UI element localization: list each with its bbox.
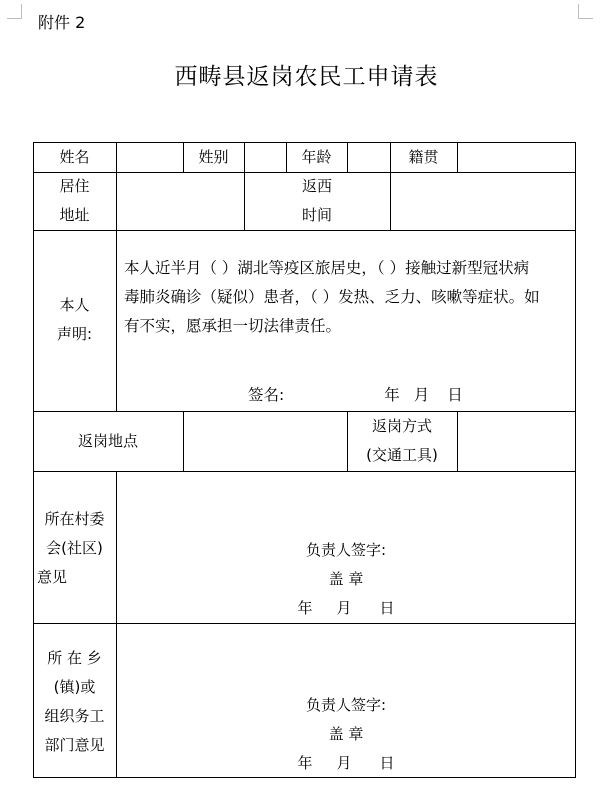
name-label: 姓名	[59, 147, 90, 166]
declaration-label: 本人 声明:	[56, 296, 93, 343]
residence-label: 居住 地址	[59, 177, 90, 224]
return-method-field[interactable]	[458, 412, 575, 471]
origin-field[interactable]	[458, 142, 575, 172]
return-time-field[interactable]	[391, 173, 575, 230]
village-signature-block	[117, 536, 575, 623]
attachment-label: 附件 2	[38, 13, 86, 32]
residence-field[interactable]	[117, 173, 244, 230]
declaration-text: 本人近半月（ ）湖北等疫区旅居史，（ ）接触过新型冠状病 毒肺炎确诊（疑似）患者，（ ）发热、乏力、咳嗽等症状。如 有不实，愿承担一切法律责任。	[124, 259, 540, 335]
gender-label: 姓别	[198, 147, 229, 166]
declaration-signature-line: 签名: 年 月 日	[248, 386, 463, 404]
village-seal: 盖 章	[328, 570, 364, 588]
signature-label: 签名:	[248, 386, 285, 404]
row-divider	[33, 623, 576, 624]
village-date-line: 年 月 日	[297, 599, 395, 617]
township-signature-block	[117, 691, 575, 778]
return-place-field[interactable]	[184, 412, 347, 471]
township-date-line: 年 月 日	[297, 754, 395, 772]
row-divider	[33, 471, 576, 472]
township-seal: 盖 章	[328, 725, 364, 743]
row-divider	[33, 230, 576, 231]
village-opinion-label: 所在村委 会(社区) 意见	[37, 509, 105, 586]
form-title: 西畴县返岗农民工申请表	[174, 64, 439, 90]
return-method-label: 返岗方式 (交通工具)	[366, 417, 438, 464]
return-place-label: 返岗地点	[77, 431, 138, 450]
origin-label: 籍贯	[408, 147, 439, 166]
age-field[interactable]	[348, 142, 390, 172]
name-field[interactable]	[117, 142, 183, 172]
return-time-label: 返西 时间	[301, 177, 332, 224]
village-responsible-sign: 负责人签字:	[305, 541, 387, 559]
table-border-right	[575, 142, 576, 778]
page-corner-mark-left	[7, 4, 22, 19]
page-corner-mark-right	[578, 4, 593, 19]
gender-field[interactable]	[245, 142, 286, 172]
township-responsible-sign: 负责人签字:	[305, 696, 387, 714]
township-opinion-label: 所 在 乡 (镇)或 组织务工 部门意见	[44, 649, 105, 754]
age-label: 年龄	[301, 147, 332, 166]
application-form-table	[33, 142, 576, 778]
